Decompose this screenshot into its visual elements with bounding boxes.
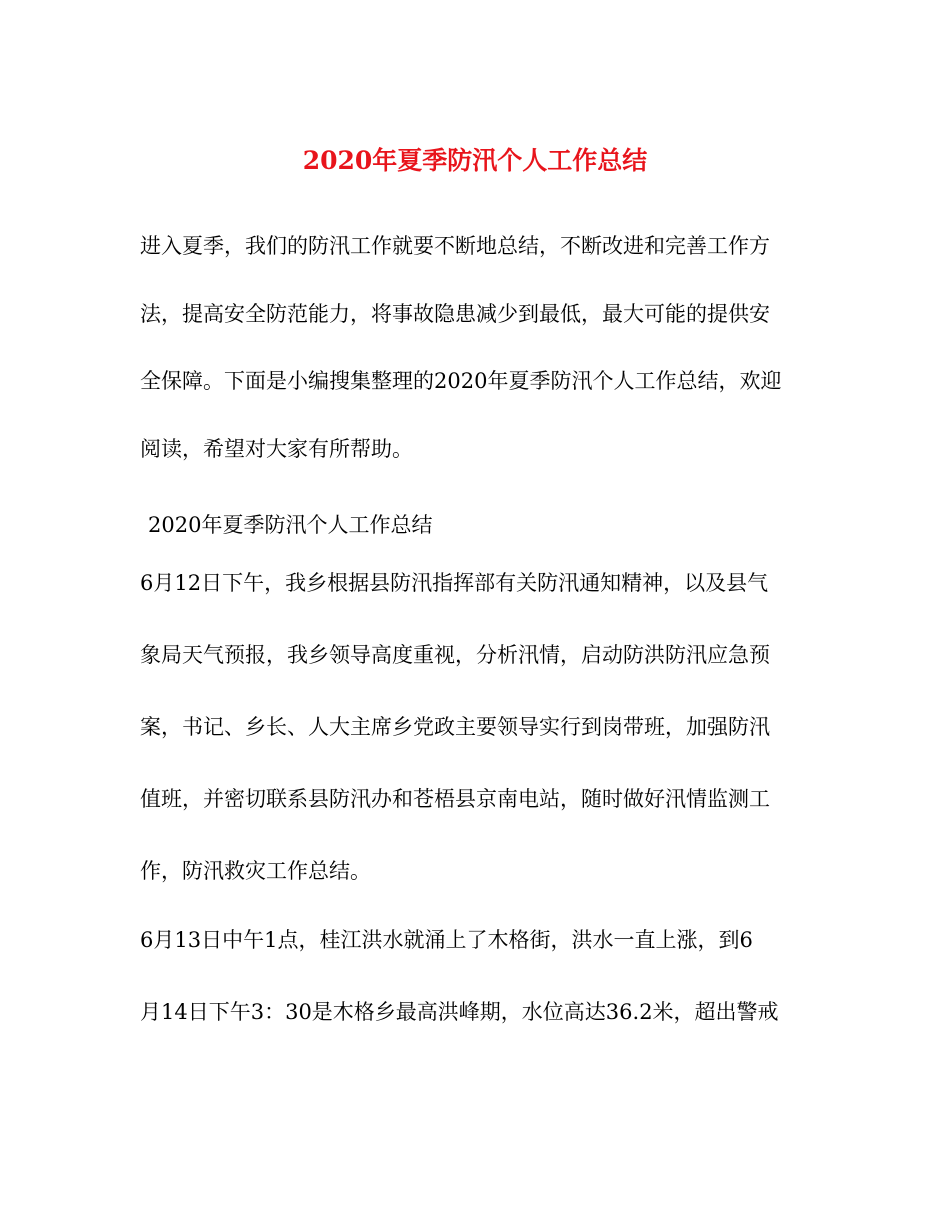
paragraph-line: 月14日下午3：30是木格乡最高洪峰期，水位高达36.2米，超出警戒 xyxy=(140,1000,779,1024)
paragraph-line: 法，提高安全防范能力，将事故隐患减少到最低，最大可能的提供安 xyxy=(140,302,770,326)
paragraph-line: 值班，并密切联系县防汛办和苍梧县京南电站，随时做好汛情监测工 xyxy=(140,787,770,811)
paragraph-line: 进入夏季，我们的防汛工作就要不断地总结，不断改进和完善工作方 xyxy=(140,234,770,258)
paragraph-line: 6月12日下午，我乡根据县防汛指挥部有关防汛通知精神，以及县气 xyxy=(140,571,769,595)
paragraph-line: 作，防汛救灾工作总结。 xyxy=(140,859,371,883)
paragraph-line: 6月13日中午1点，桂江洪水就涌上了木格街，洪水一直上涨，到6 xyxy=(140,928,753,952)
paragraph-line: 案，书记、乡长、人大主席乡党政主要领导实行到岗带班，加强防汛 xyxy=(140,715,770,739)
paragraph-line: 象局天气预报，我乡领导高度重视，分析汛情，启动防洪防汛应急预 xyxy=(140,643,770,667)
paragraph-line: 全保障。下面是小编搜集整理的2020年夏季防汛个人工作总结，欢迎 xyxy=(140,369,782,393)
document-title: 2020年夏季防汛个人工作总结 xyxy=(302,146,648,175)
section-heading: 2020年夏季防汛个人工作总结 xyxy=(148,513,433,537)
paragraph-line: 阅读，希望对大家有所帮助。 xyxy=(140,437,413,461)
